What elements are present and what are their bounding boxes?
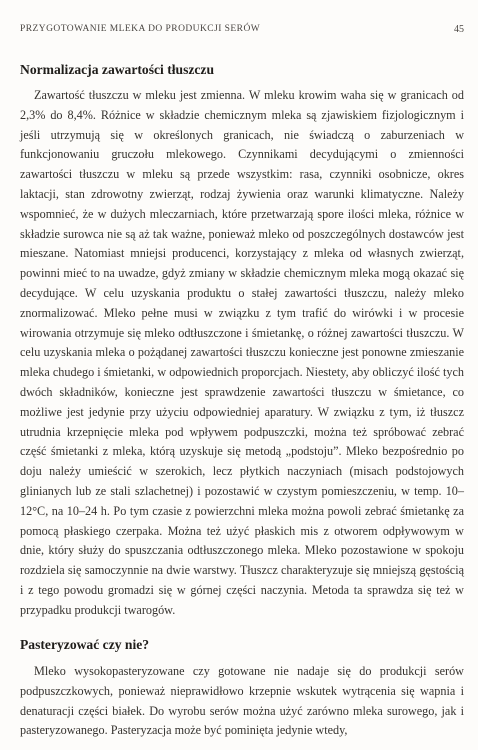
section-heading-fat-normalization: Normalizacja zawartości tłuszczu	[20, 62, 215, 77]
section-heading-pasteurize: Pasteryzować czy nie?	[20, 637, 150, 652]
paragraph: Zawartość tłuszczu w mleku jest zmienna. W mleku krowim waha się w granicach od 2,3% do 8,4%. Różnice w składzie chemicznym mleka są zjawiskiem fizjologicznym i jeśli utrzymują się w określonych granicach, nie świadczą o zaburzeniach w funkcjonowaniu gruczołu mlekowego. Czynnikami decydującymi o zmienności zawartości tłuszczu w mleku są przede wszystkim: rasa, czynniki osobnicze, okres laktacji, stan zdrowotny zwierząt, rodzaj żywienia oraz warunki klimatyczne. Należy wspomnieć, że w dużych mleczarniach, które przetwarzają spore ilości mleka, różnice w składzie surowca nie są aż tak ważne, ponieważ mleko od poszczególnych dostawców jest mieszane. Natomiast mniejsi producenci, korzystający z mleka od własnych zwierząt, powinni mieć to na uwadze, gdyż zmiany w składzie chemicznym mleka mogą okazać się decydujące. W celu uzyskania produktu o stałej zawartości tłuszczu, należy mleko znormalizować. Mleko pełne musi w związku z tym trafić do wirówki i w procesie wirowania otrzymuje się mleko odtłuszczone i śmietankę, o różnej zawartości tłuszczu. W celu uzyskania mleka o pożądanej zawartości tłuszczu konieczne jest ponowne zmieszanie mleka chudego i śmietanki, w odpowiednich proporcjach. Niestety, aby obliczyć ilość tych dwóch składników, konieczne jest sprawdzenie zawartości tłuszczu w śmietance, co możliwe jest jedynie przy użyciu odpowiedniej aparatury. W związku z tym, iż tłuszcz utrudnia krzepnięcie mleka pod wpływem podpuszczki, można też spróbować zebrać część śmietanki z mleka, którą uzyskuje się metodą „podstoju”. Mleko bezpośrednio po doju należy umieścić w szerokich, lecz płytkich naczyniach (misach podstojowych glinianych lub ze stali szlachetnej) i pozostawić w czystym pomieszczeniu, w temp. 10–12°C, na 10–24 h. Po tym czasie z powierzchni mleka można powoli zebrać śmietankę za pomocą płaskiego czerpaka. Można też użyć płaskich mis z otworem odpływowym w dnie, który służy do spuszczania odtłuszczonego mleka. Mleko pozostawione w spokoju rozdziela się samoczynnie na dwie warstwy. Tłuszcz charakteryzuje się mniejszą gęstością i z tego powodu gromadzi się w górnej części naczynia. Metoda ta sprawdza się też w przypadku produkcji twarogów.	[20, 88, 464, 617]
section-body-fat-normalization	[20, 86, 464, 621]
running-title: PRZYGOTOWANIE MLEKA DO PRODUKCJI SERÓW	[20, 24, 261, 34]
page-number: 45	[454, 24, 464, 35]
section-body-pasteurize	[20, 662, 464, 741]
running-header	[20, 24, 466, 35]
paragraph: Mleko wysokopasteryzowane czy gotowane nie nadaje się do produkcji serów podpuszczkowych, ponieważ nieprawidłowo krzepnie wskutek wytrącenia się wapnia i denaturacji części białek. Do wyrobu serów można użyć zarówno mleka surowego, jak i pasteryzowanego. Pasteryzacja może być pominięta jedynie wtedy,	[20, 664, 464, 738]
